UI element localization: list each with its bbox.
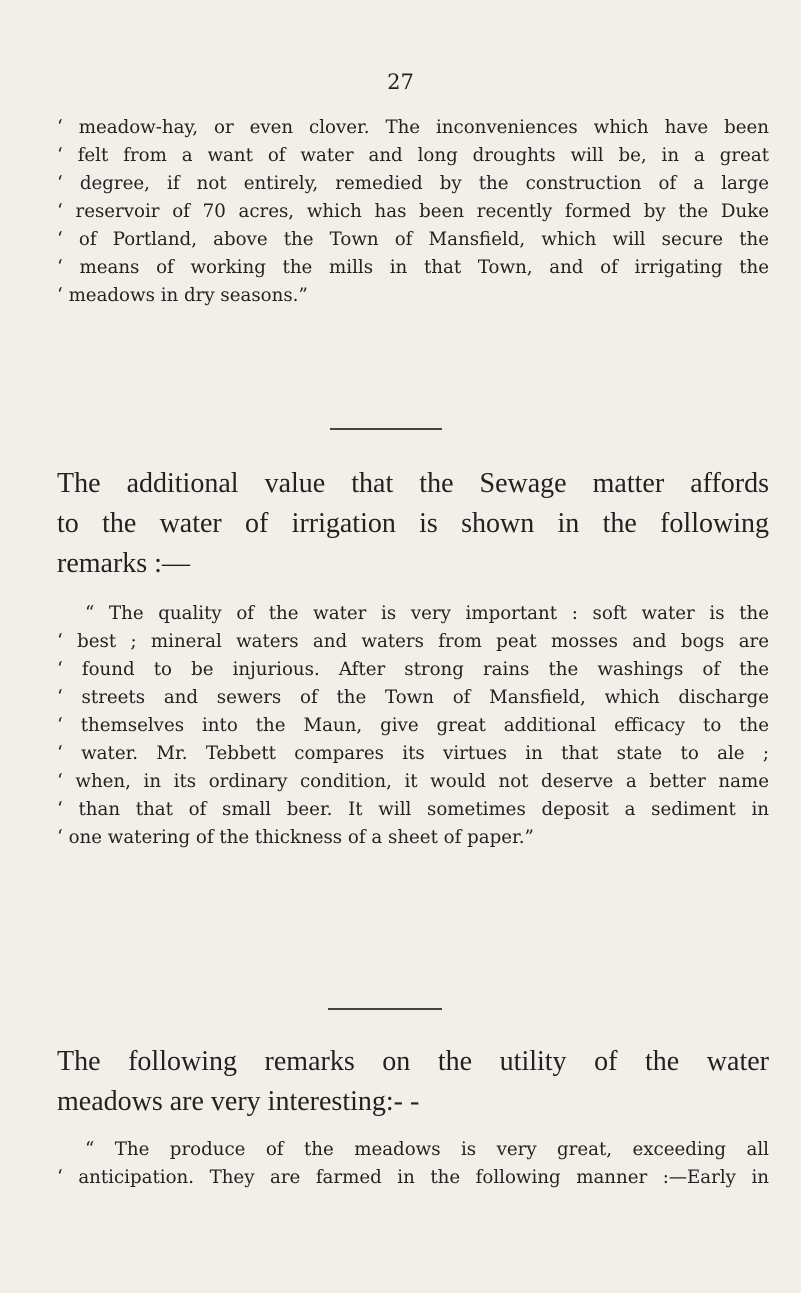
paragraph-quote-1 [57,114,769,310]
text-line: ‘ streets and sewers of the Town of Mansfield, which discharge [57,687,769,708]
section-divider [328,1008,442,1010]
paragraph-quote-2 [57,600,769,852]
page-number: 27 [387,70,414,94]
text-line: ‘ meadow-hay, or even clover. The inconveniences which have been [57,117,769,138]
text-line: “ The quality of the water is very important : soft water is the [85,603,769,624]
text-line: ‘ means of working the mills in that Town, and of irrigating the [57,257,769,278]
heading-line: to the water of irrigation is shown in the following [57,508,769,539]
text-line: ‘ of Portland, above the Town of Mansfield, which will secure the [57,229,769,250]
text-line: ‘ reservoir of 70 acres, which has been recently formed by the Duke [57,201,769,222]
text-line: ‘ found to be injurious. After strong rains the washings of the [57,659,769,680]
heading-line: meadows are very interesting:- - [57,1086,420,1117]
text-line: ‘ one watering of the thickness of a sheet of paper.” [57,827,534,848]
section-heading-1 [57,464,769,584]
text-line: ‘ anticipation. They are farmed in the following manner :—Early in [57,1167,769,1188]
text-line: ‘ degree, if not entirely, remedied by the construction of a large [57,173,769,194]
text-line: ‘ best ; mineral waters and waters from peat mosses and bogs are [57,631,769,652]
text-line: ‘ meadows in dry seasons.” [57,285,308,306]
text-line: ‘ water. Mr. Tebbett compares its virtues in that state to ale ; [57,743,769,764]
text-line: ‘ themselves into the Maun, give great additional efficacy to the [57,715,769,736]
text-line: ‘ when, in its ordinary condition, it would not deserve a better name [57,771,769,792]
text-line: “ The produce of the meadows is very great, exceeding all [85,1139,769,1160]
heading-line: The additional value that the Sewage matter affords [57,468,769,499]
text-line: ‘ than that of small beer. It will sometimes deposit a sediment in [57,799,769,820]
paragraph-quote-3 [57,1136,769,1192]
section-heading-2 [57,1042,769,1122]
heading-line: The following remarks on the utility of the water [57,1046,769,1077]
section-divider [330,428,442,430]
text-line: ‘ felt from a want of water and long droughts will be, in a great [57,145,769,166]
heading-line: remarks :— [57,548,190,579]
